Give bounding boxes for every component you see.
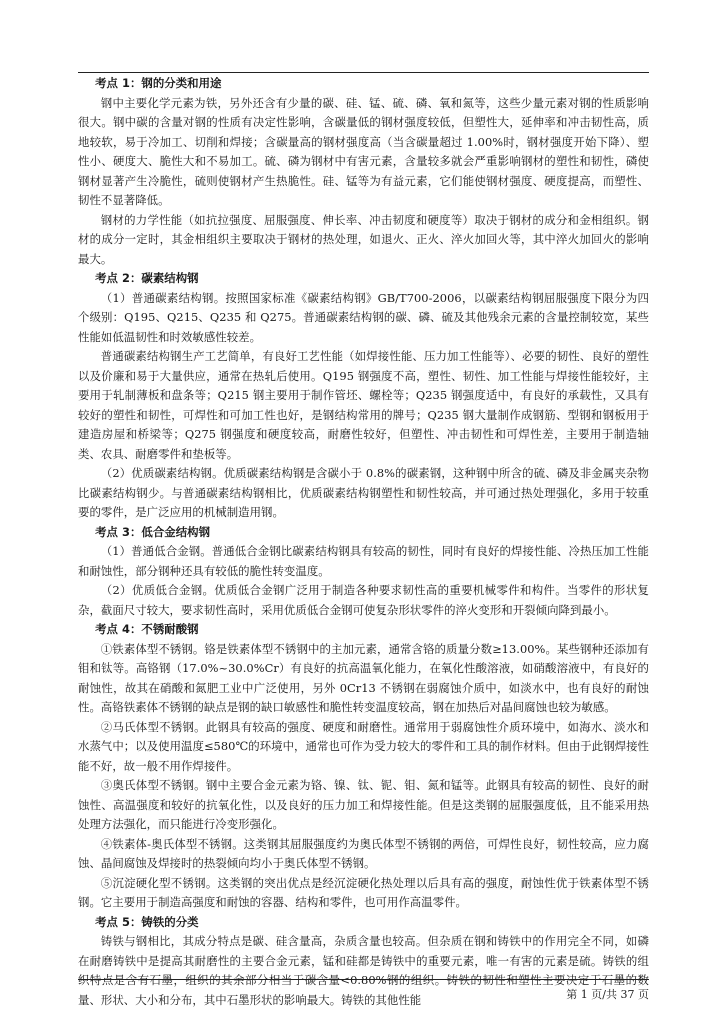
paragraph: ③奥氏体型不锈钢。钢中主要合金元素为铬、镍、钛、铌、钼、氮和锰等。此钢具有较高的韧性、良好的耐蚀性、高温强度和较好的抗氧化性，以及良好的压力加工和焊接性能。但是这类钢的屈服强度低，且不能采用热处理方法强化，而只能进行冷变形强化。 bbox=[78, 778, 649, 831]
paragraph: （2）优质低合金钢。优质低合金钢广泛用于制造各种要求韧性高的重要机械零件和构件。当零件的形状复杂，截面尺寸较大，要求韧性高时，采用优质低合金钢可使复杂形状零件的淬火变形和开裂倾向降到最小。 bbox=[78, 583, 649, 617]
paragraph: ④铁素体-奥氏体型不锈钢。这类钢其屈服强度约为奥氏体型不锈钢的两倍，可焊性良好，韧性较高，应力腐蚀、晶间腐蚀及焊接时的热裂倾向均小于奥氏体型不锈钢。 bbox=[78, 836, 649, 870]
document-body bbox=[78, 74, 649, 1010]
section-heading: 考点 5：铸铁的分类 bbox=[95, 914, 199, 929]
page-number: 第 1 页/共 37 页 bbox=[566, 988, 649, 1001]
paragraph: 钢材的力学性能（如抗拉强度、屈服强度、伸长率、冲击韧度和硬度等）取决于钢材的成分和金相组织。钢材的成分一定时，其金相组织主要取决于钢材的热处理，如退火、正火、淬火加回火等，其中淬火加回火的影响最大。 bbox=[78, 212, 649, 266]
paragraph: 钢中主要化学元素为铁，另外还含有少量的碳、硅、锰、硫、磷、氧和氮等，这些少量元素对钢的性质影响很大。钢中碳的含量对钢的性质有决定性影响，含碳量低的钢材强度较低，但塑性大，延伸率和冲击韧性高，质地较软，易于冷加工、切削和焊接；含碳量高的钢材强度高（当含碳量超过 1.00%时，钢材强度开始下降）、塑性小、硬度大、脆性大和不易加工。硫、磷为钢材中有害元素，含量较多就会严重影响钢材的塑性和韧性，磷使钢材显著产生冷脆性，硫则使钢材产生热脆性。硅、锰等为有益元素，它们能使钢材强度、硬度提高，而塑性、韧性不显著降低。 bbox=[78, 95, 649, 207]
paragraph: （2）优质碳素结构钢。优质碳素结构钢是含碳小于 0.8%的碳素钢，这种钢中所含的硫、磷及非金属夹杂物比碳素结构钢少。与普通碳素结构钢相比，优质碳素结构钢塑性和韧性较高，并可通过热处理强化，多用于较重要的零件，是广泛应用的机械制造用钢。 bbox=[78, 466, 649, 519]
paragraph: ⑤沉淀硬化型不锈钢。这类钢的突出优点是经沉淀硬化热处理以后具有高的强度，耐蚀性优于铁素体型不锈钢。它主要用于制造高强度和耐蚀的容器、结构和零件，也可用作高温零件。 bbox=[78, 875, 649, 909]
paragraph: ①铁素体型不锈钢。铬是铁素体型不锈钢中的主加元素，通常含铬的质量分数≥13.00%。某些钢种还添加有钼和钛等。高铬钢（17.0%~30.0%Cr）有良好的抗高温氧化能力，在氧化性酸溶液，如硝酸溶液中，有良好的耐蚀性，故其在硝酸和氮肥工业中广泛使用，另外 0Cr13 不锈钢在弱腐蚀介质中，如淡水中，也有良好的耐蚀性。高铬铁素体不锈钢的缺点是钢的缺口敏感性和脆性转变温度较高，钢在加热后对晶间腐蚀也较为敏感。 bbox=[78, 641, 649, 714]
section-heading: 考点 4：不锈耐酸钢 bbox=[95, 622, 199, 636]
footer-rule bbox=[78, 979, 649, 980]
paragraph: （1）普通碳素结构钢。按照国家标准《碳素结构钢》GB/T700-2006，以碳素结构钢屈服强度下限分为四个级别：Q195、Q215、Q235 和 Q275。普通碳素结构钢的碳、磷、硫及其他残余元素的含量控制较宽，某些性能如低温韧性和时效敏感性较差。 bbox=[78, 290, 649, 344]
paragraph: 普通碳素结构钢生产工艺简单，有良好工艺性能（如焊接性能、压力加工性能等）、必要的韧性、良好的塑性以及价廉和易于大量供应，通常在热轧后使用。Q195 钢强度不高，塑性、韧性、加工性能与焊接性能较好，主要用于轧制薄板和盘条等；Q215 钢主要用于制作管坯、螺栓等；Q235 钢强度适中，有良好的承载性，又具有较好的塑性和韧性，可焊性和可加工性也好，是钢结构常用的牌号；Q235 钢大量制作成钢筋、型钢和钢板用于建造房屋和桥梁等；Q275 钢强度和硬度较高，耐磨性较好，但塑性、冲击韧性和可焊性差，主要用于制造轴类、农具、耐磨零件和垫板等。 bbox=[78, 349, 649, 461]
paragraph: 铸铁与钢相比，其成分特点是碳、硅含量高，杂质含量也较高。但杂质在钢和铸铁中的作用完全不同，如磷在耐磨铸铁中是提高其耐磨性的主要合金元素，锰和硅都是铸铁中的重要元素，唯一有害的元素是硫。铸铁的组织特点是含有石墨，组织的其余部分相当于碳含量<0.80%钢的组织。铸铁的韧性和塑性主要决定于石墨的数量、形状、大小和分布，其中石墨形状的影响最大。铸铁的其他性能 bbox=[78, 934, 649, 1007]
section-heading: 考点 1：钢的分类和用途 bbox=[95, 76, 222, 90]
section-heading: 考点 2：碳素结构钢 bbox=[95, 271, 199, 285]
paragraph: （1）普通低合金钢。普通低合金钢比碳素结构钢具有较高的韧性，同时有良好的焊接性能、冷热压加工性能和耐蚀性，部分钢种还具有较低的脆性转变温度。 bbox=[78, 544, 649, 578]
header-rule bbox=[78, 72, 649, 73]
paragraph: ②马氏体型不锈钢。此钢具有较高的强度、硬度和耐磨性。通常用于弱腐蚀性介质环境中，如海水、淡水和水蒸气中；以及使用温度≤580℃的环境中，通常也可作为受力较大的零件和工具的制作材料。但由于此钢焊接性能不好，故一般不用作焊接件。 bbox=[78, 719, 649, 773]
section-heading: 考点 3：低合金结构钢 bbox=[95, 524, 211, 539]
